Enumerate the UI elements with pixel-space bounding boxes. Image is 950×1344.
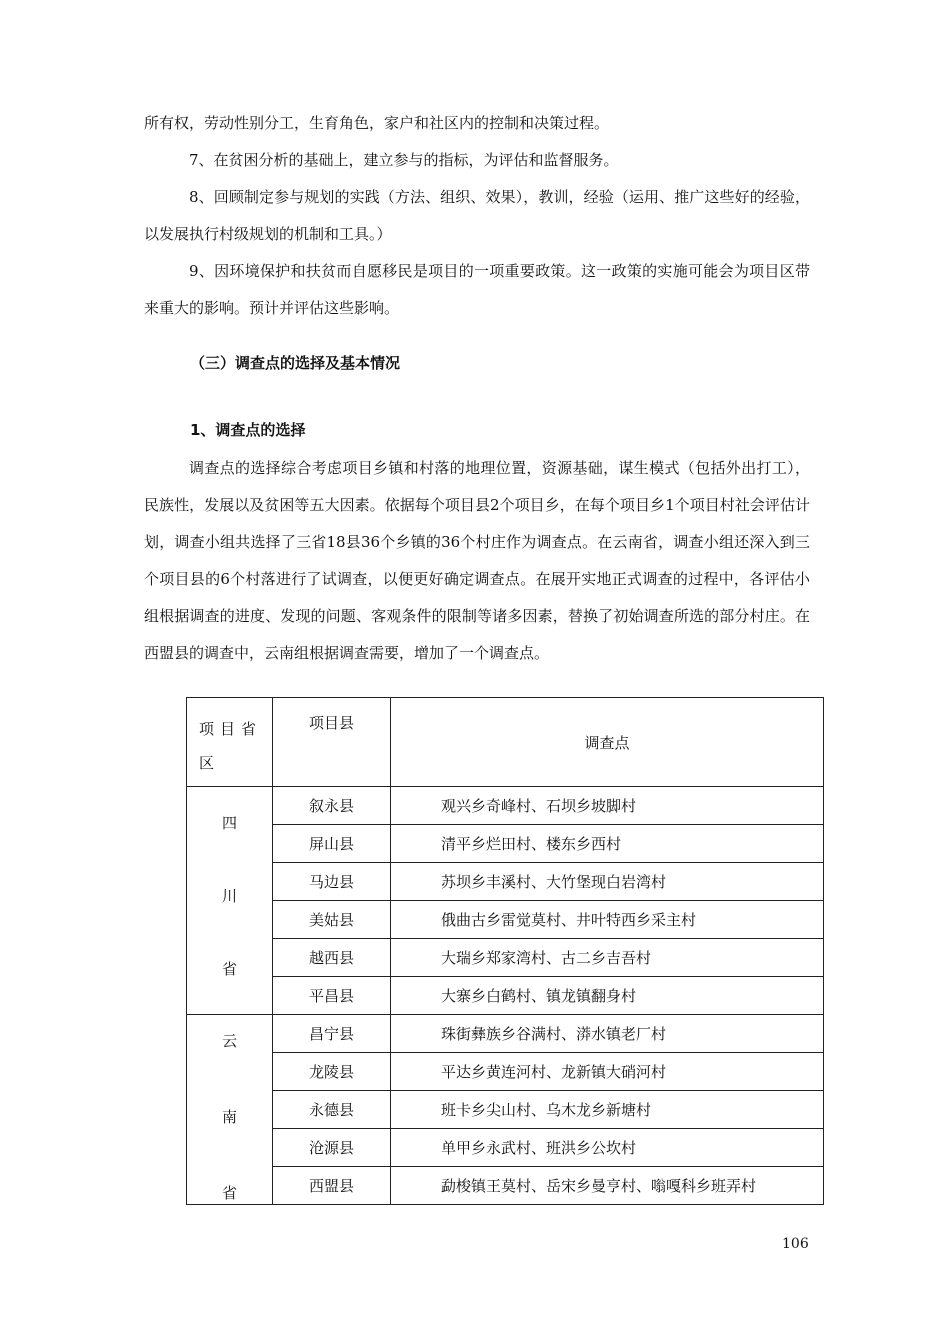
survey-point-cell: 大寨乡白鹤村、镇龙镇翻身村 [391,977,824,1015]
table-row [187,1129,824,1167]
paragraph-item-9: 9、因环境保护和扶贫而自愿移民是项目的一项重要政策。这一政策的实施可能会为项目区带来重大的影响。预计并评估这些影响。 [144,262,810,317]
paragraph-ownership: 所有权，劳动性别分工，生育角色，家户和社区内的控制和决策过程。 [144,114,610,132]
paragraph-item-7: 7、在贫困分析的基础上，建立参与的指标，为评估和监督服务。 [189,151,619,169]
table-row [187,1053,824,1091]
survey-point-cell: 勐梭镇王莫村、岳宋乡曼亨村、嗡嘎科乡班弄村 [391,1167,824,1205]
survey-point-cell: 单甲乡永武村、班洪乡公坎村 [391,1129,824,1167]
province-char: 四 [221,814,237,832]
county-cell: 马边县 [273,863,391,901]
survey-point-cell: 俄曲古乡雷觉莫村、井叶特西乡采主村 [391,901,824,939]
survey-point-cell: 珠街彝族乡谷满村、漭水镇老厂村 [391,1015,824,1053]
table-row [187,1091,824,1129]
province-char: 川 [221,887,237,905]
table-row [187,977,824,1015]
county-cell: 沧源县 [273,1129,391,1167]
table-row [187,901,824,939]
county-cell: 美姑县 [273,901,391,939]
table-header-row [187,698,824,787]
header-survey-points: 调查点 [391,698,824,787]
county-cell: 越西县 [273,939,391,977]
survey-point-cell: 平达乡黄连河村、龙新镇大硝河村 [391,1053,824,1091]
page-number: 106 [782,1236,809,1252]
survey-point-cell: 观兴乡奇峰村、石坝乡坡脚村 [391,787,824,825]
province-char: 南 [221,1108,237,1126]
county-cell: 永德县 [273,1091,391,1129]
county-cell: 屏山县 [273,825,391,863]
section-heading: （三）调查点的选择及基本情况 [190,354,401,372]
header-province: 项目省区 [187,698,273,787]
table-row [187,939,824,977]
province-cell-yunnan [187,1015,273,1205]
subsection-heading: 1、调查点的选择 [190,421,306,439]
province-char: 省 [221,1184,237,1202]
survey-point-cell: 班卡乡尖山村、乌木龙乡新塘村 [391,1091,824,1129]
province-cell-sichuan [187,787,273,1015]
survey-point-cell: 清平乡烂田村、楼东乡西村 [391,825,824,863]
county-cell: 昌宁县 [273,1015,391,1053]
county-cell: 龙陵县 [273,1053,391,1091]
table-row [187,825,824,863]
table-row [187,1167,824,1205]
paragraph-item-8: 8、回顾制定参与规划的实践（方法、组织、效果），教训，经验（运用、推广这些好的经验，以发展执行村级规划的机制和工具。） [144,188,810,243]
survey-point-cell: 大瑞乡郑家湾村、古二乡吉吾村 [391,939,824,977]
survey-point-cell: 苏坝乡丰溪村、大竹堡现白岩湾村 [391,863,824,901]
province-char: 云 [221,1032,237,1050]
paragraph-site-selection: 调查点的选择综合考虑项目乡镇和村落的地理位置，资源基础，谋生模式（包括外出打工），民族性，发展以及贫困等五大因素。依据每个项目县2个项目乡，在每个项目乡1个项目村社会评估计划，调查小组共选择了三省18县36个乡镇的36个村庄作为调查点。在云南省，调查小组还深入到三个项目县的6个村落进行了试调查，以便更好确定调查点。在展开实地正式调查的过程中，各评估小组根据调查的进度、发现的问题、客观条件的限制等诸多因素，替换了初始调查所选的部分村庄。在西盟县的调查中，云南组根据调查需要，增加了一个调查点。 [144,459,810,662]
survey-sites-table [186,697,824,1205]
header-county: 项目县 [273,698,391,787]
province-char: 省 [221,960,237,978]
table-row [187,863,824,901]
county-cell: 平昌县 [273,977,391,1015]
table-row [187,1015,824,1053]
table-row [187,787,824,825]
county-cell: 叙永县 [273,787,391,825]
county-cell: 西盟县 [273,1167,391,1205]
